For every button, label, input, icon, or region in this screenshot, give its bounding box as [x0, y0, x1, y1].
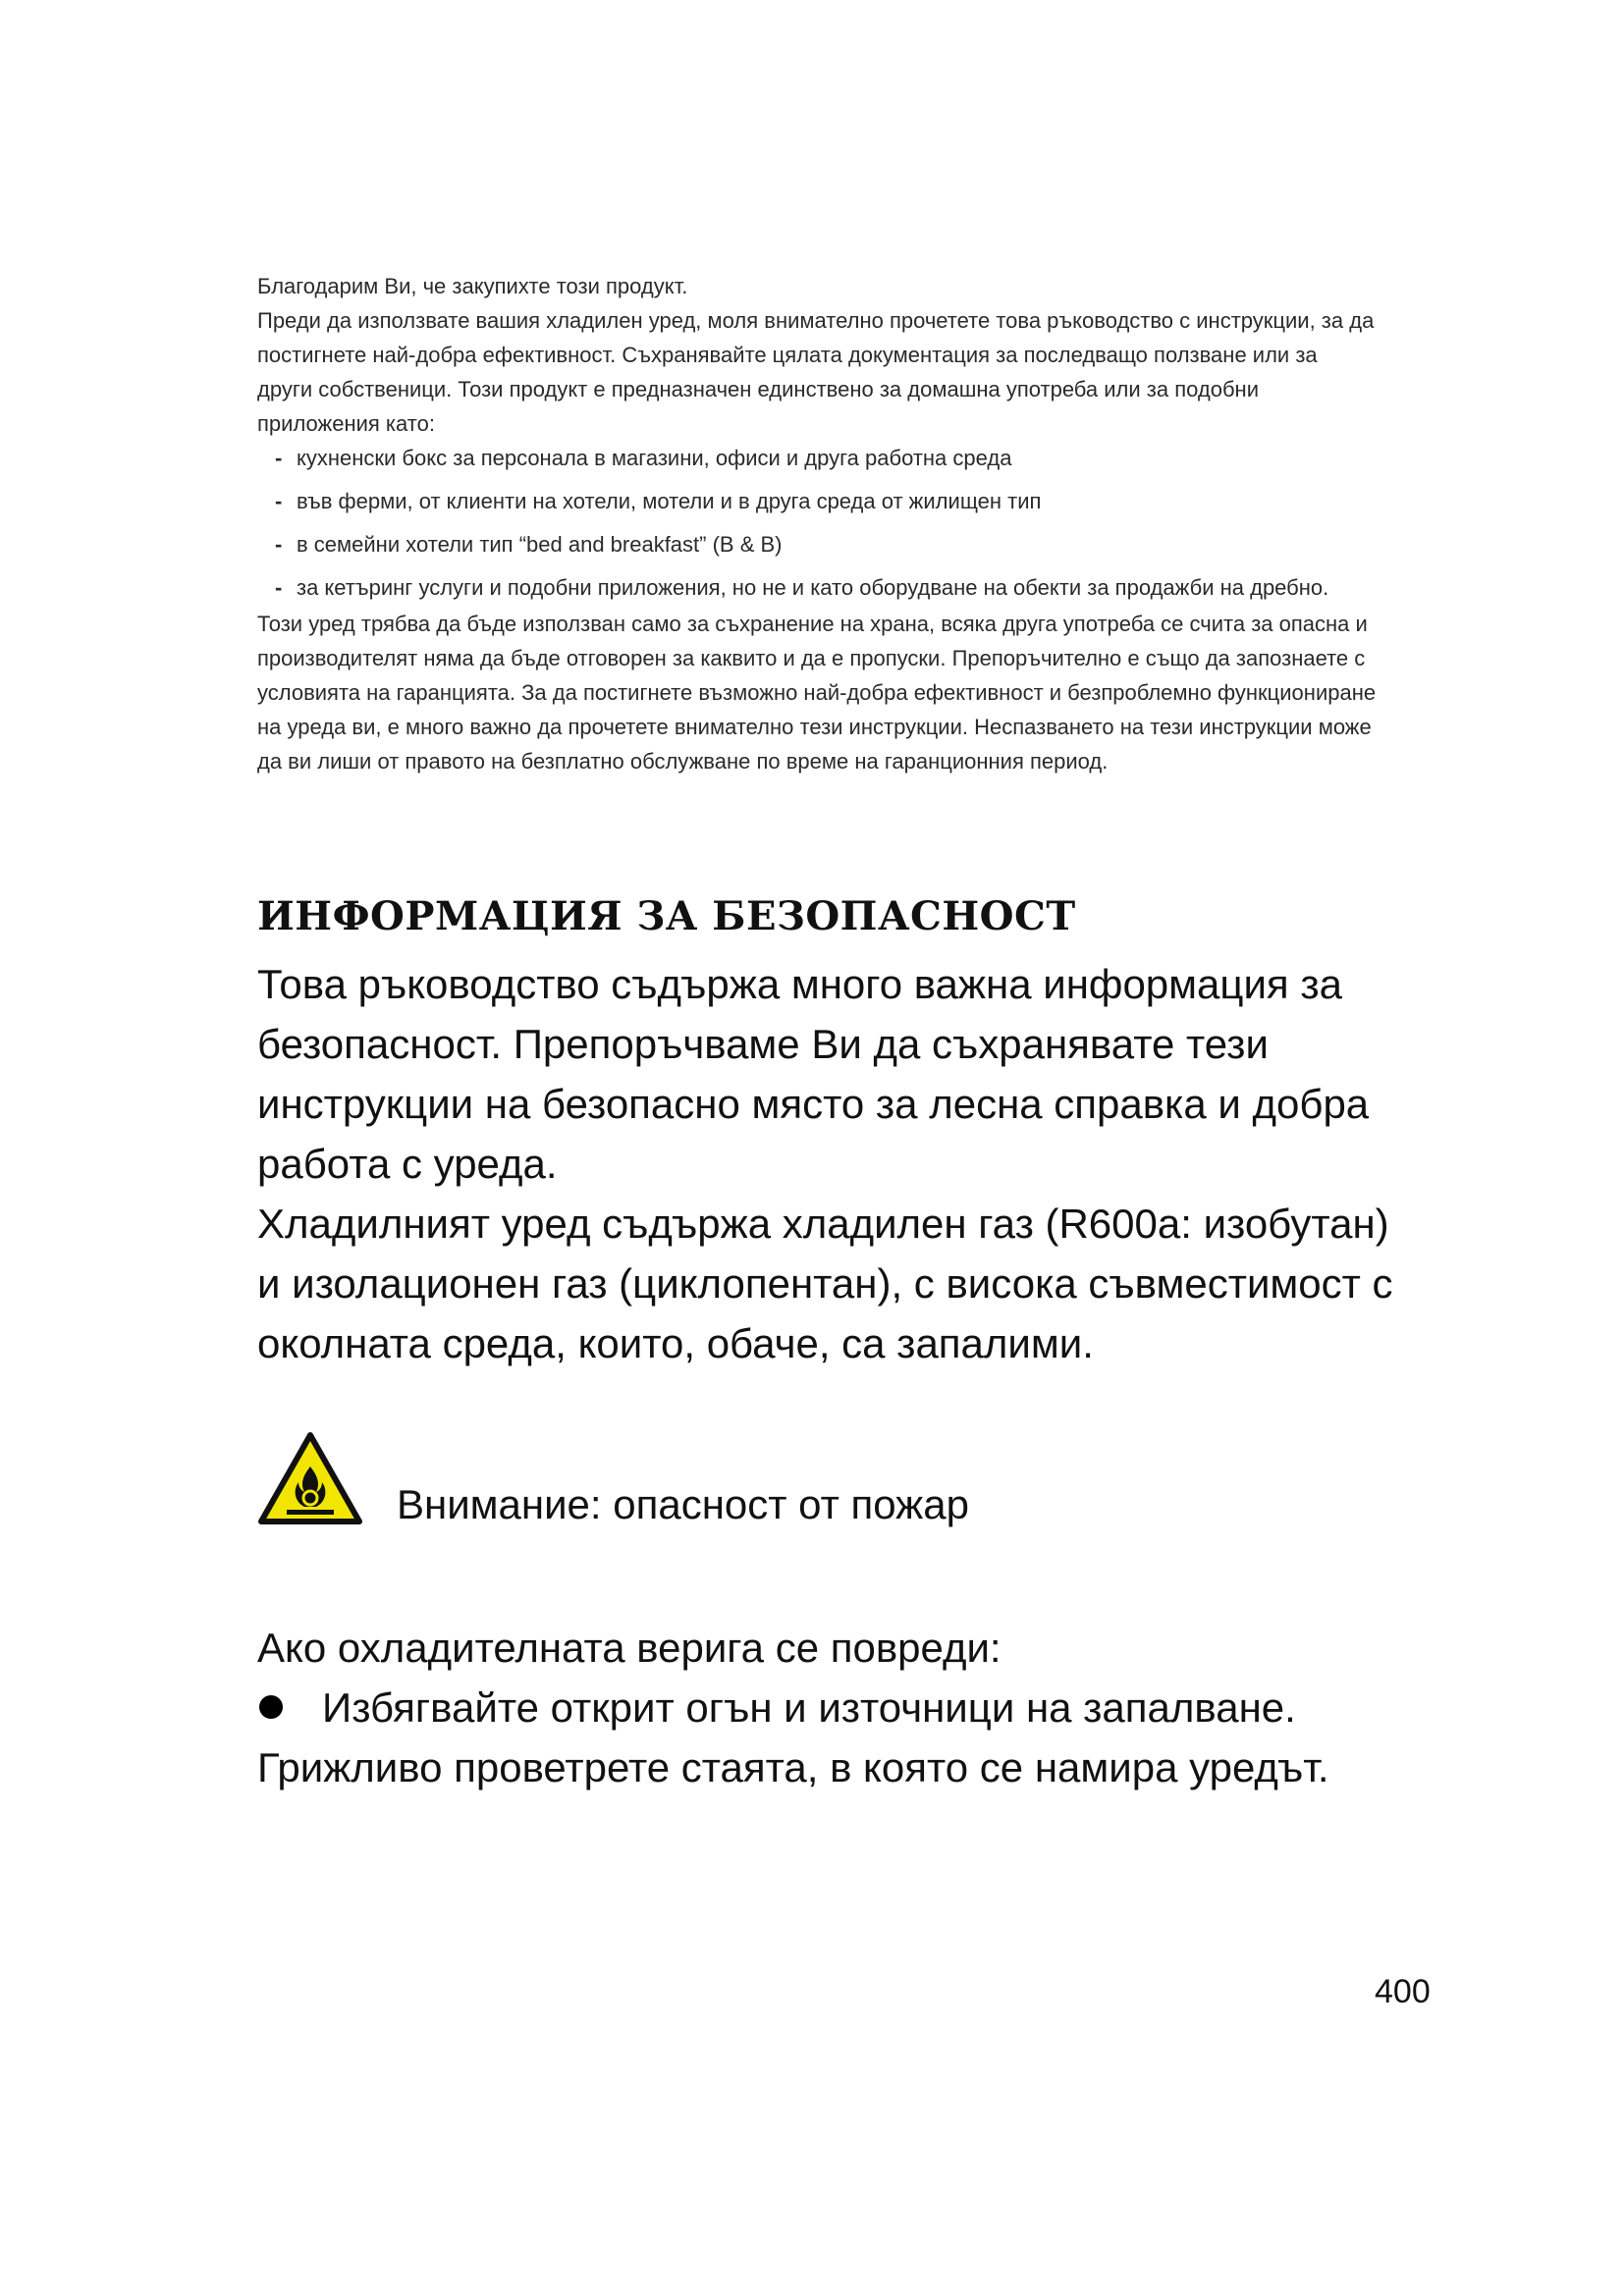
dash-marker: -	[275, 532, 283, 557]
dash-marker: -	[275, 575, 283, 600]
safety-paragraph-2: Хладилният уред съдържа хладилен газ (R600a: изобутан) и изолационен газ (циклопентан), с висока съвместимост с околната среда, които, обаче, са запалими.	[257, 1201, 1393, 1366]
circuit-lead: Ако охладителната верига се повреди:	[257, 1625, 1001, 1671]
dash-marker: -	[275, 489, 283, 513]
list-item	[257, 527, 1377, 561]
fire-warning	[257, 1431, 1141, 1529]
intro-section	[257, 269, 1377, 778]
list-item-text: за кетъринг услуги и подобни приложения, но не и като оборудване на обекти за продажби на дребно.	[297, 575, 1329, 600]
bullet-dot-icon	[259, 1695, 283, 1719]
list-item-text: кухненски бокс за персонала в магазини, офиси и друга работна среда	[297, 446, 1012, 470]
usage-restrictions-paragraph: Този уред трябва да бъде използван само за съхранение на храна, всяка друга употреба се счита за опасна и производителят няма да бъде отговорен за каквито и да е пропуски. Препоръчително е също да запознаете с условията на гаранцията. За да постигнете възможно най-добра ефективност и безпроблемно функциониране на уреда ви, е много важно да прочетете внимателно тези инструкции. Неспазването на тези инструкции може да ви лиши от правото на безплатно обслужване по време на гаранционния период.	[257, 612, 1377, 774]
circuit-bullet-text: Избягвайте открит огън и източници на запалване.	[322, 1684, 1296, 1731]
list-item	[257, 1678, 1396, 1737]
list-item-text: в семейни хотели тип “bed and breakfast” (B & B)	[297, 532, 783, 557]
fire-warning-text: Внимание: опасност от пожар	[397, 1481, 969, 1527]
safety-paragraph-1: Това ръководство съдържа много важна информация за безопасност. Препоръчваме Ви да съхранявате тези инструкции на безопасно място за лесна справка и добра работа с уреда.	[257, 961, 1370, 1187]
dash-marker: -	[275, 446, 283, 470]
list-item	[257, 570, 1377, 605]
list-item-text: във ферми, от клиенти на хотели, мотели и в друга среда от жилищен тип	[297, 489, 1042, 513]
circuit-continuation: Грижливо проветрете стаята, в която се намира уредът.	[257, 1744, 1329, 1790]
safety-section	[257, 954, 1396, 1373]
list-item	[257, 441, 1377, 475]
intro-paragraph: Преди да използвате вашия хладилен уред, моля внимателно прочетете това ръководство с инструкции, за да постигнете най-добра ефективност. Съхранявайте цялата документация за последващо ползване или за други собственици. Този продукт е предназначен единствено за домашна употреба или за подобни приложения като:	[257, 308, 1375, 436]
intro-thanks: Благодарим Ви, че закупихте този продукт.	[257, 274, 688, 298]
damaged-circuit-section	[257, 1618, 1396, 1797]
safety-heading: ИНФОРМАЦИЯ ЗА БЕЗОПАСНОСТ	[257, 893, 1076, 939]
page-number: 400	[1375, 1973, 1431, 2010]
usage-list	[257, 441, 1377, 605]
list-item	[257, 484, 1377, 518]
fire-hazard-icon	[257, 1431, 363, 1524]
